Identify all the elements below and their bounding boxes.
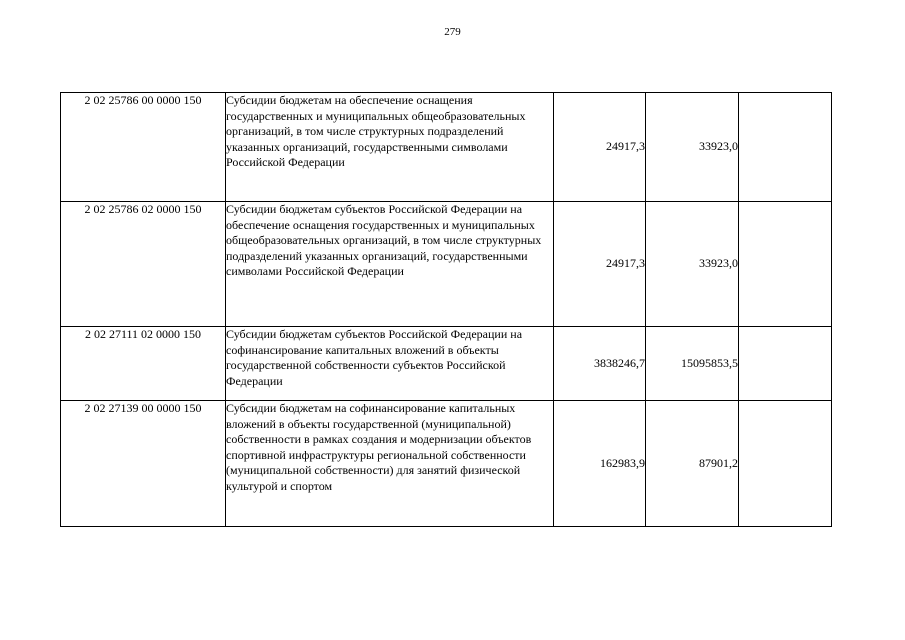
description-cell: Субсидии бюджетам субъектов Российской Федерации на обеспечение оснащения государственных и муниципальных общеобразовательных организаций, в том числе структурных подразделений указанных организаций, государственными символами Российской Федерации — [226, 202, 554, 327]
amount-cell-2: 87901,2 — [646, 401, 739, 527]
budget-revenue-table — [60, 92, 832, 527]
budget-code-cell: 2 02 25786 02 0000 150 — [61, 202, 226, 327]
page-number: 279 — [444, 26, 461, 38]
budget-code-cell: 2 02 25786 00 0000 150 — [61, 93, 226, 202]
table-row — [61, 401, 832, 527]
description-cell: Субсидии бюджетам на обеспечение оснащения государственных и муниципальных общеобразовательных организаций, в том числе структурных подразделений указанных организаций, государственными символами Российской Федерации — [226, 93, 554, 202]
budget-code-cell: 2 02 27139 00 0000 150 — [61, 401, 226, 527]
amount-cell-1: 3838246,7 — [554, 327, 646, 401]
amount-cell-2: 33923,0 — [646, 202, 739, 327]
description-cell: Субсидии бюджетам на софинансирование капитальных вложений в объекты государственной (муниципальной) собственности в рамках создания и модернизации объектов спортивной инфраструктуры региональной собственности (муниципальной собственности) для занятий физической культурой и спортом — [226, 401, 554, 527]
amount-cell-3 — [739, 327, 832, 401]
table-row — [61, 327, 832, 401]
amount-cell-1: 24917,3 — [554, 93, 646, 202]
description-cell: Субсидии бюджетам субъектов Российской Федерации на софинансирование капитальных вложений в объекты государственной собственности субъектов Российской Федерации — [226, 327, 554, 401]
amount-cell-1: 24917,3 — [554, 202, 646, 327]
amount-cell-3 — [739, 202, 832, 327]
budget-code-cell: 2 02 27111 02 0000 150 — [61, 327, 226, 401]
table-row — [61, 93, 832, 202]
amount-cell-1: 162983,9 — [554, 401, 646, 527]
amount-cell-3 — [739, 93, 832, 202]
amount-cell-2: 33923,0 — [646, 93, 739, 202]
amount-cell-3 — [739, 401, 832, 527]
table-row — [61, 202, 832, 327]
amount-cell-2: 15095853,5 — [646, 327, 739, 401]
